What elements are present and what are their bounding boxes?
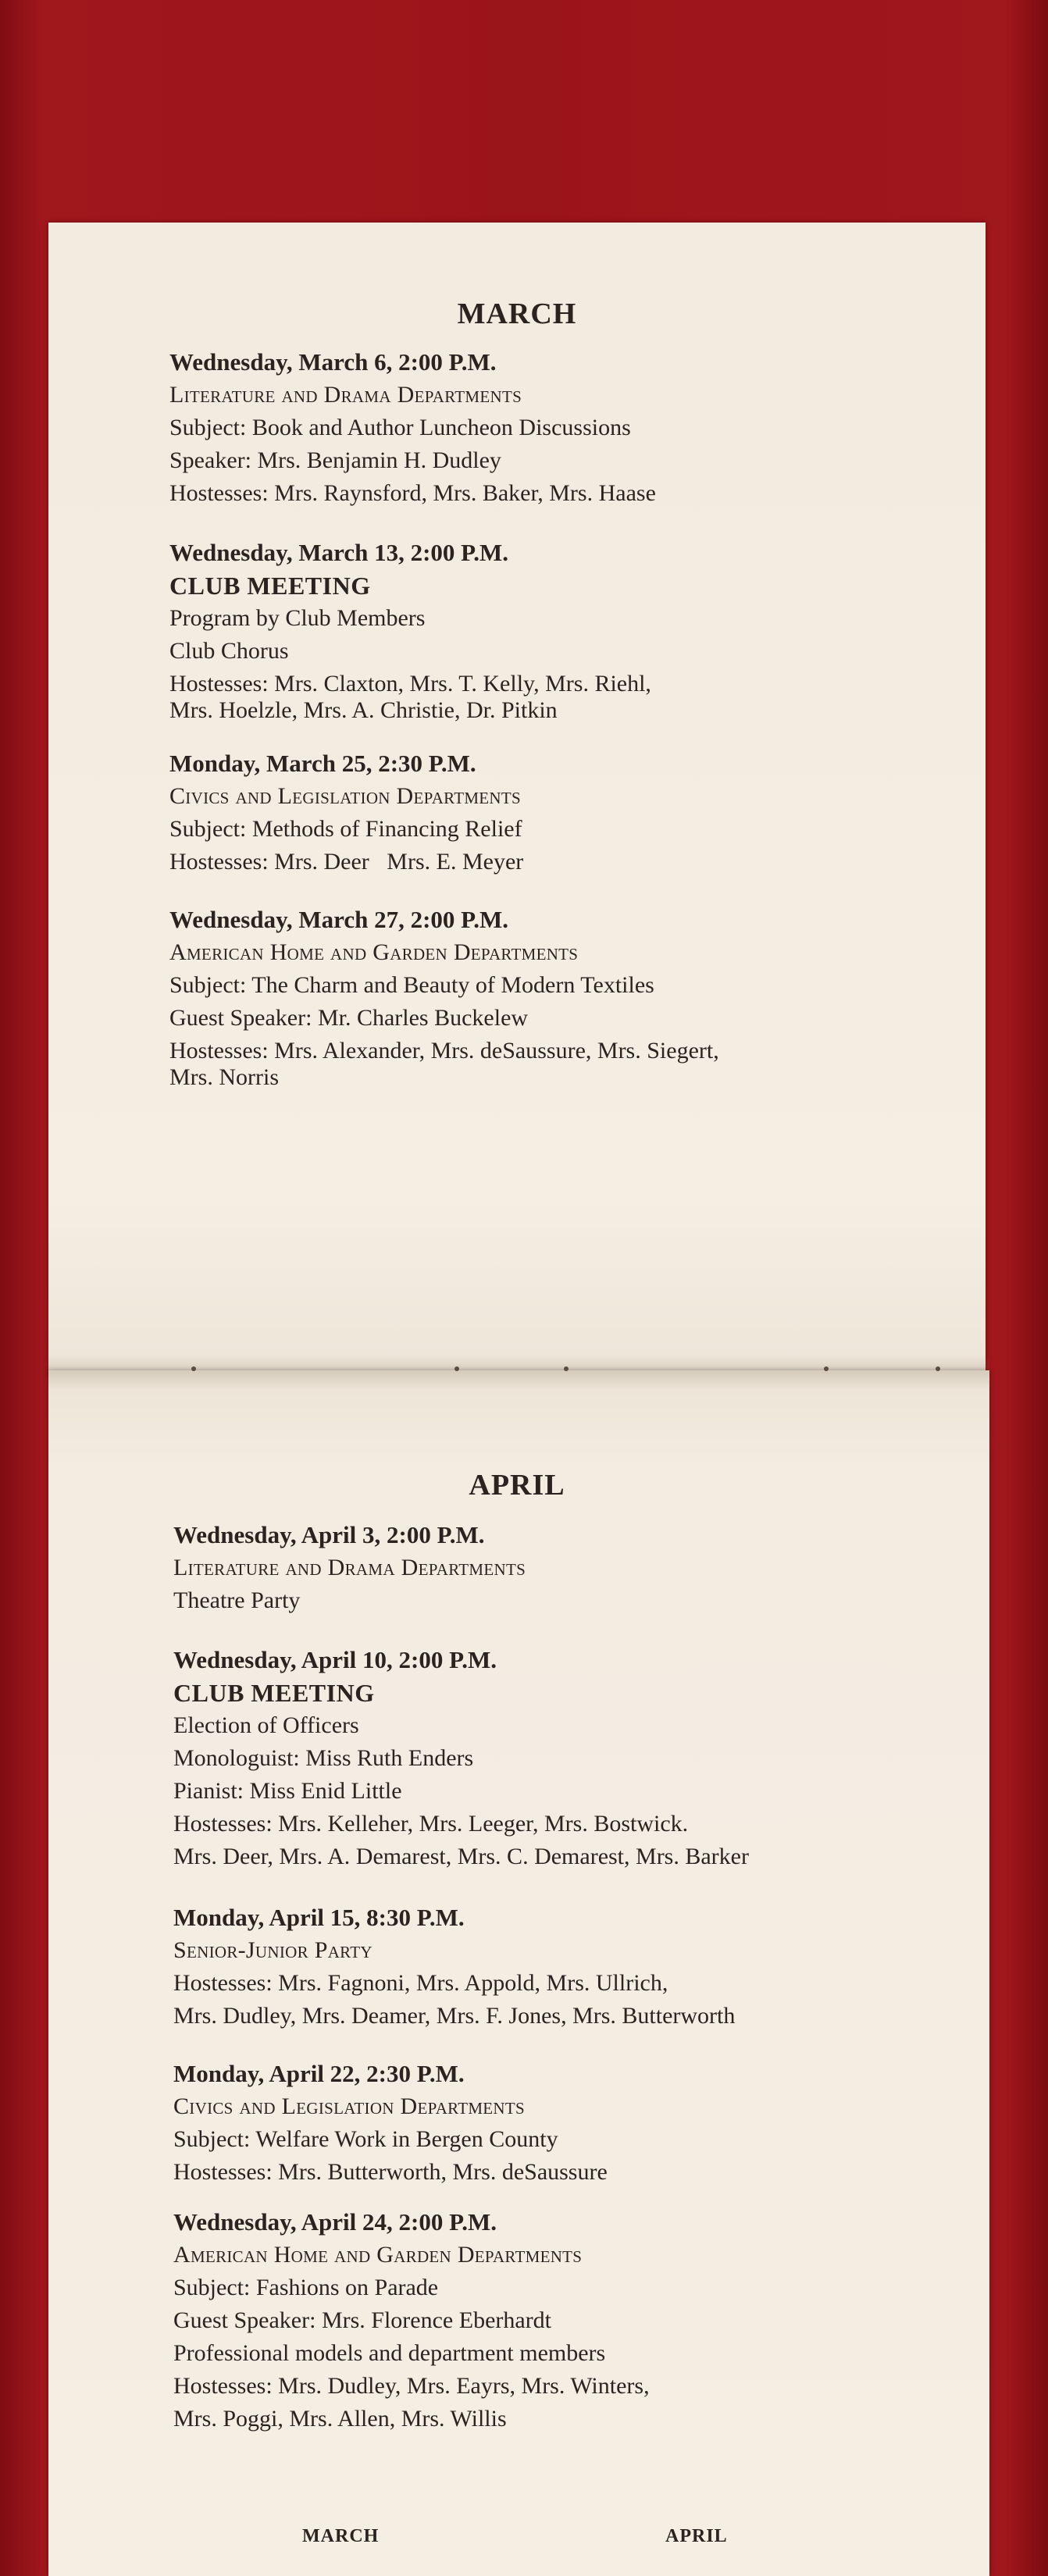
stitch-mark (824, 1366, 829, 1371)
event-department: Literature and Drama Departments (169, 382, 522, 408)
event-date: Wednesday, April 3, 2:00 P.M. (173, 1521, 485, 1548)
event-subject: Subject: Methods of Financing Relief (169, 816, 522, 842)
stitch-mark (936, 1366, 940, 1371)
event-subject: Subject: Fashions on Parade (173, 2275, 439, 2300)
event-date: Wednesday, April 24, 2:00 P.M. (173, 2208, 497, 2236)
page-april (48, 1370, 989, 2576)
event-club-meeting: CLUB MEETING (173, 1679, 375, 1707)
event-department: American Home and Garden Departments (173, 2242, 583, 2268)
event-date: Wednesday, March 6, 2:00 P.M. (169, 348, 497, 376)
event-date: Wednesday, April 10, 2:00 P.M. (173, 1646, 497, 1673)
stitch-mark (564, 1366, 569, 1371)
march-event-2 (169, 536, 651, 724)
event-subject: Subject: Book and Author Luncheon Discussions (169, 415, 631, 440)
event-department: American Home and Garden Departments (169, 939, 579, 965)
event-program: Program by Club Members (169, 605, 426, 631)
event-hostesses-cont: Mrs. Dudley, Mrs. Deamer, Mrs. F. Jones, Mrs. Butterworth (173, 2003, 736, 2029)
event-hostesses: Hostesses: Mrs. Alexander, Mrs. deSaussure, Mrs. Siegert, (169, 1038, 719, 1064)
event-hostesses-cont: Mrs. Hoelzle, Mrs. A. Christie, Dr. Pitkin (169, 697, 558, 723)
april-heading: APRIL (469, 1469, 565, 1502)
event-hostesses: Hostesses: Mrs. Dudley, Mrs. Eayrs, Mrs. Winters, (173, 2373, 650, 2399)
april-event-3 (173, 1901, 735, 2033)
stitch-mark (454, 1366, 459, 1371)
event-subject: Subject: The Charm and Beauty of Modern Textiles (169, 972, 654, 998)
page-march (48, 223, 986, 1374)
event-election: Election of Officers (173, 1712, 359, 1738)
event-date: Monday, April 22, 2:30 P.M. (173, 2060, 465, 2087)
march-heading: MARCH (457, 298, 577, 330)
event-guest-speaker: Guest Speaker: Mrs. Florence Eberhardt (173, 2307, 552, 2333)
event-hostesses: Hostesses: Mrs. Fagnoni, Mrs. Appold, Mrs. Ullrich, (173, 1970, 668, 1996)
event-department: Literature and Drama Departments (173, 1555, 526, 1580)
event-hostesses: Hostesses: Mrs. Claxton, Mrs. T. Kelly, Mrs. Riehl, (169, 671, 651, 697)
april-event-5 (173, 2206, 650, 2435)
event-date: Monday, March 25, 2:30 P.M. (169, 750, 476, 777)
april-event-1 (173, 1519, 526, 1617)
stitch-mark (191, 1366, 196, 1371)
event-date: Wednesday, March 13, 2:00 P.M. (169, 539, 509, 566)
event-chorus: Club Chorus (169, 638, 289, 664)
event-hostesses: Hostesses: Mrs. Raynsford, Mrs. Baker, Mrs. Haase (169, 480, 656, 506)
event-hostesses: Hostesses: Mrs. Butterworth, Mrs. deSaussure (173, 2159, 608, 2185)
event-club-meeting: CLUB MEETING (169, 572, 371, 600)
page-fold (48, 1355, 989, 1390)
march-event-3 (169, 747, 523, 878)
event-date: Monday, April 15, 8:30 P.M. (173, 1904, 465, 1931)
march-event-4 (169, 903, 719, 1091)
event-activity: Theatre Party (173, 1587, 301, 1613)
event-hostesses-cont: Mrs. Norris (169, 1064, 279, 1090)
event-hostesses-cont: Mrs. Poggi, Mrs. Allen, Mrs. Willis (173, 2406, 507, 2432)
footer-march-label: MARCH (302, 2526, 380, 2546)
event-pianist: Pianist: Miss Enid Little (173, 1778, 402, 1804)
event-hostesses-cont: Mrs. Deer, Mrs. A. Demarest, Mrs. C. Demarest, Mrs. Barker (173, 1844, 749, 1869)
event-guest-speaker: Guest Speaker: Mr. Charles Buckelew (169, 1005, 529, 1031)
event-subject: Subject: Welfare Work in Bergen County (173, 2126, 558, 2152)
march-event-1 (169, 346, 656, 510)
event-monologuist: Monologuist: Miss Ruth Enders (173, 1745, 474, 1771)
event-hostesses: Hostesses: Mrs. Deer Mrs. E. Meyer (169, 849, 524, 875)
event-hostesses: Hostesses: Mrs. Kelleher, Mrs. Leeger, Mrs. Bostwick. (173, 1811, 689, 1837)
footer-april-label: APRIL (665, 2526, 728, 2546)
event-department: Civics and Legislation Departments (169, 783, 522, 809)
april-event-4 (173, 2058, 608, 2189)
event-date: Wednesday, March 27, 2:00 P.M. (169, 906, 509, 933)
event-speaker: Speaker: Mrs. Benjamin H. Dudley (169, 447, 501, 473)
event-department: Senior-Junior Party (173, 1937, 373, 1963)
event-department: Civics and Legislation Departments (173, 2093, 526, 2119)
event-models: Professional models and department members (173, 2340, 606, 2366)
april-event-2 (173, 1644, 749, 1873)
